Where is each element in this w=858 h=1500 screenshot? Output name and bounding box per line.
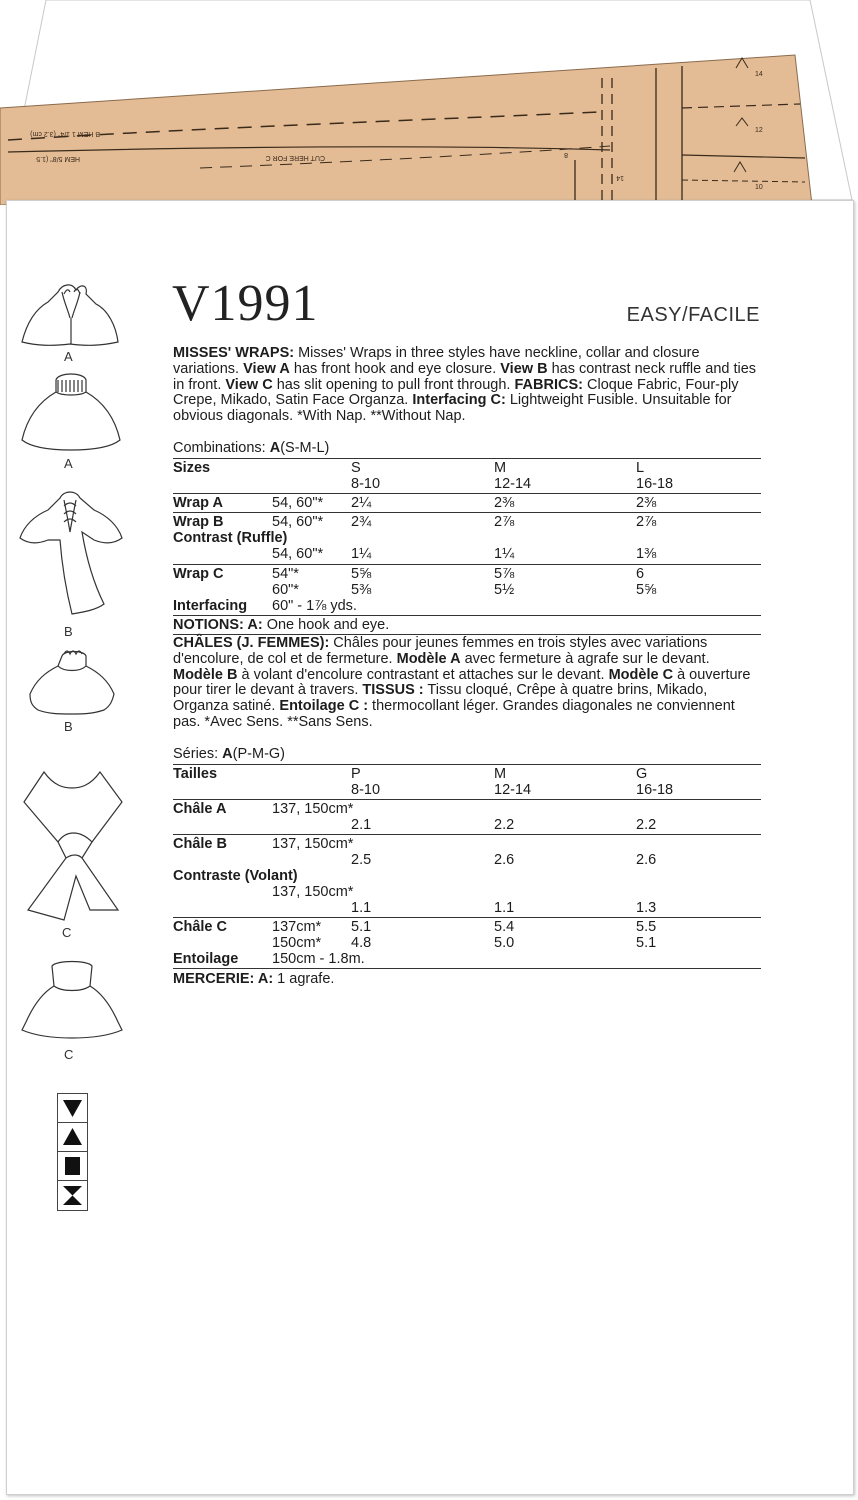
contraste-g: 1.3: [636, 900, 657, 916]
tailles-label: Tailles: [173, 766, 218, 782]
mercerie-value: 1 agrafe.: [273, 971, 335, 987]
sketch-view-b-front: [20, 492, 122, 614]
tissue-label-cut-here: CUT HERE FOR C: [265, 154, 325, 161]
french-description-segment: à ouverture pour tirer le devant à travers.: [173, 666, 751, 699]
english-description-segment: Misses' Wraps in three styles have neckline, collar and closure variations.: [173, 345, 700, 377]
square-icon: [58, 1152, 87, 1181]
tissue-label-size-8: 8: [564, 151, 568, 158]
view-sketches: [0, 270, 140, 1230]
wrap-c-l-2: 5⅝: [636, 582, 657, 598]
sketch-label-5: C: [62, 925, 72, 940]
rule-fr-top: [173, 764, 761, 765]
wrap-c-s-2: 5⅜: [351, 582, 372, 598]
sizes-label: Sizes: [173, 460, 211, 476]
sketch-label-1: A: [64, 349, 73, 364]
wrap-a-l: 2⅜: [636, 495, 657, 511]
contrast-l: 1⅜: [636, 546, 657, 562]
triangle-down-icon: [58, 1094, 87, 1123]
notions-value: One hook and eye.: [262, 617, 390, 633]
sketch-view-c-front: [24, 772, 122, 920]
sketch-label-6: C: [64, 1047, 74, 1062]
sketch-label-2: A: [64, 456, 73, 471]
wrap-b-m: 2⅞: [494, 514, 515, 530]
chale-a-m: 2.2: [494, 817, 515, 833]
hourglass-icon: [58, 1181, 87, 1210]
size-header-l: L: [636, 460, 645, 476]
english-description-segment: has front hook and eye closure.: [289, 360, 501, 377]
symbol-legend: [57, 1093, 88, 1211]
size-header-s: S: [351, 460, 361, 476]
tissue-label-size-14a: 14: [616, 174, 624, 181]
rule-en-3: [173, 564, 761, 565]
mercerie-label: MERCERIE: A:: [173, 971, 274, 987]
sketch-view-b-back: [30, 651, 114, 714]
english-description-segment: Interfacing C:: [412, 392, 506, 409]
contrast-m: 1¼: [494, 546, 515, 562]
chale-c-g-1: 5.5: [636, 919, 657, 935]
wrap-a-label: Wrap A: [173, 495, 223, 511]
envelope-back: [0, 0, 858, 205]
french-description: [173, 636, 763, 731]
pattern-number: V1991: [172, 275, 319, 332]
series-sizes: (P-M-G): [232, 746, 285, 762]
contraste-width: 137, 150cm*: [272, 884, 354, 900]
contraste-p: 1.1: [351, 900, 372, 916]
size-range-m: 12-14: [494, 476, 532, 492]
rule-fr-1: [173, 799, 761, 800]
chale-a-p: 2.1: [351, 817, 372, 833]
chale-c-width-2: 150cm*: [272, 935, 322, 951]
french-description-segment: avec fermeture à agrafe sur le devant.: [460, 650, 710, 667]
wrap-c-m-1: 5⅞: [494, 566, 515, 582]
english-description-segment: Lightweight Fusible. Unsuitable for obvious diagonals. *With Nap. **Without Nap.: [173, 392, 732, 425]
tissue-label-size-14b: 14: [755, 71, 763, 78]
rule-en-top: [173, 458, 761, 459]
combinations-view: A: [269, 440, 281, 456]
tissue-label-size-12: 12: [755, 127, 763, 134]
contraste-label: Contraste (Volant): [173, 868, 298, 884]
french-description-segment: TISSUS :: [362, 682, 424, 699]
chale-a-label: Châle A: [173, 801, 227, 817]
french-description-segment: à volant d'encolure contrastant et attaches sur le devant.: [237, 666, 609, 683]
english-description-segment: Cloque Fabric, Four-ply Crepe, Mikado, Satin Face Organza.: [173, 376, 739, 409]
combinations-label: Combinations:: [173, 440, 270, 456]
sketch-label-3: B: [64, 624, 73, 639]
tissue-label-b-hem: B HEM 1 1/4" (3.2 cm): [30, 130, 100, 137]
sketch-label-4: B: [64, 719, 73, 734]
chale-b-g: 2.6: [636, 852, 657, 868]
english-description-segment: has slit opening to pull front through.: [272, 376, 515, 393]
interfacing-label: Interfacing: [173, 598, 248, 614]
taille-header-m: M: [494, 766, 507, 782]
contrast-s: 1¼: [351, 546, 372, 562]
chale-a-g: 2.2: [636, 817, 657, 833]
english-description-segment: MISSES' WRAPS:: [173, 345, 295, 361]
wrap-c-m-2: 5½: [494, 582, 515, 598]
rule-en-4: [173, 615, 761, 616]
entoilage-label: Entoilage: [173, 951, 239, 967]
wrap-b-l: 2⅞: [636, 514, 657, 530]
french-description-segment: thermocollant léger. Grandes diagonales ne conviennent pas. *Avec Sens. **Sans Sens.: [173, 698, 735, 730]
wrap-c-width-1: 54"*: [272, 566, 299, 582]
notions-label: NOTIONS: A:: [173, 617, 263, 633]
taille-header-g: G: [636, 766, 648, 782]
chale-c-m-1: 5.4: [494, 919, 515, 935]
interfacing-value: 60" - 1⅞ yds.: [272, 598, 357, 614]
contrast-width: 54, 60"*: [272, 546, 324, 562]
french-description-segment: Modèle A: [396, 650, 461, 667]
chale-c-p-1: 5.1: [351, 919, 372, 935]
chale-c-g-2: 5.1: [636, 935, 657, 951]
chale-a-width: 137, 150cm*: [272, 801, 354, 817]
french-description-segment: Modèle B: [173, 666, 238, 683]
english-description-segment: FABRICS:: [514, 376, 583, 393]
entoilage-value: 150cm - 1.8m.: [272, 951, 365, 967]
combinations-sizes: (S-M-L): [280, 440, 330, 456]
taille-header-p: P: [351, 766, 361, 782]
wrap-c-width-2: 60"*: [272, 582, 299, 598]
sketch-view-a-front: [22, 285, 118, 345]
wrap-a-width: 54, 60"*: [272, 495, 324, 511]
combinations-line: [173, 440, 763, 456]
french-description-segment: CHÂLES (J. FEMMES):: [173, 635, 330, 651]
rule-fr-2: [173, 834, 761, 835]
difficulty-label: EASY/FACILE: [626, 304, 760, 326]
sketch-view-a-back: [22, 374, 120, 450]
series-line: [173, 746, 763, 762]
wrap-c-s-1: 5⅝: [351, 566, 372, 582]
wrap-a-m: 2⅜: [494, 495, 515, 511]
tissue-label-size-10: 10: [755, 184, 763, 191]
sketch-view-c-back: [22, 962, 122, 1039]
english-description-segment: has contrast neck ruffle and ties in front.: [173, 360, 757, 393]
french-description-segment: Tissu cloqué, Crêpe à quatre brins, Mikado, Organza satiné.: [173, 682, 708, 715]
series-label: Séries:: [173, 746, 223, 762]
english-description-segment: View C: [225, 376, 273, 393]
chale-b-m: 2.6: [494, 852, 515, 868]
french-description-segment: Modèle C: [608, 666, 674, 683]
chale-c-m-2: 5.0: [494, 935, 515, 951]
french-description-segment: Entoilage C :: [279, 698, 369, 715]
chale-b-width: 137, 150cm*: [272, 836, 354, 852]
wrap-a-s: 2¼: [351, 495, 372, 511]
taille-range-m: 12-14: [494, 782, 532, 798]
mercerie-line: [173, 971, 334, 987]
taille-range-g: 16-18: [636, 782, 674, 798]
tissue-label-hem: HEM 5/8" (1.5: [36, 155, 80, 162]
rule-en-1: [173, 493, 761, 494]
triangle-up-icon: [58, 1123, 87, 1152]
size-header-m: M: [494, 460, 507, 476]
chale-c-label: Châle C: [173, 919, 227, 935]
english-description-segment: View A: [243, 360, 290, 377]
notions-line: [173, 617, 389, 633]
english-description-segment: View B: [500, 360, 548, 377]
chale-b-label: Châle B: [173, 836, 227, 852]
english-description: [173, 346, 763, 425]
chale-c-p-2: 4.8: [351, 935, 372, 951]
wrap-c-l-1: 6: [636, 566, 645, 582]
wrap-b-label: Wrap B: [173, 514, 224, 530]
wrap-b-width: 54, 60"*: [272, 514, 324, 530]
chale-c-width-1: 137cm*: [272, 919, 322, 935]
size-range-s: 8-10: [351, 476, 381, 492]
rule-fr-4: [173, 968, 761, 969]
french-description-segment: Châles pour jeunes femmes en trois styles avec variations d'encolure, de col et de fermeture.: [173, 635, 708, 667]
chale-b-p: 2.5: [351, 852, 372, 868]
size-range-l: 16-18: [636, 476, 674, 492]
contrast-label: Contrast (Ruffle): [173, 530, 288, 546]
taille-range-p: 8-10: [351, 782, 381, 798]
rule-fr-3: [173, 917, 761, 918]
series-view: A: [222, 746, 233, 762]
wrap-c-label: Wrap C: [173, 566, 224, 582]
wrap-b-s: 2¾: [351, 514, 372, 530]
rule-en-2: [173, 512, 761, 513]
contraste-m: 1.1: [494, 900, 515, 916]
